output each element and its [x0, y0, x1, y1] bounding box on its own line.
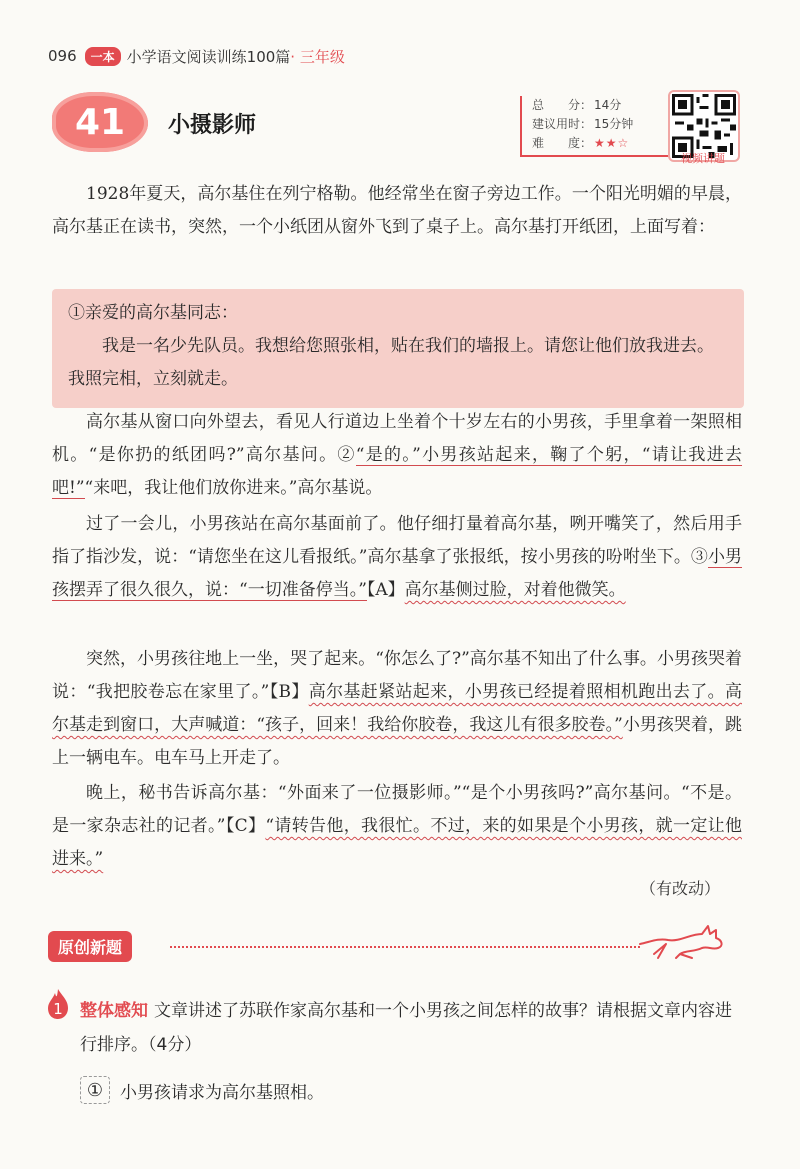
underlined-sentence-2: “是的。”小男孩站起来，鞠了个躬，“请让我进去吧!”	[52, 445, 743, 498]
lesson-number: 41	[74, 101, 126, 143]
article-paragraph-5: 晚上，秘书告诉高尔基：“外面来了一位摄影师。”“是个小男孩吗?”高尔基问。“不是。是一家杂志社的记者。”【C】“请转告他，我很忙。不过，来的如果是个小男孩，就一定让他进来。”	[52, 783, 742, 869]
cat-icon	[636, 920, 728, 960]
option-text: 小男孩请求为高尔基照相。	[120, 1082, 324, 1103]
letter-greeting: ①亲爱的高尔基同志：	[68, 303, 238, 323]
wavy-sentence-b: 高尔基赶紧站起来，小男孩已经提着照相机跑出去了。高尔基走到窗口，大声喊道：“孩子，回来！我给你胶卷，我这儿有很多胶卷。”	[52, 682, 742, 735]
marker-c: 【C】	[225, 816, 266, 836]
meta-time: 建议用时： 15分钟	[532, 117, 634, 131]
meta-difficulty: 难 度： ★★☆	[532, 134, 670, 153]
question-category: 整体感知	[80, 1001, 148, 1021]
underlined-sentence-3: 小男孩摆弄了很久很久，说：“一切准备停当。”	[52, 547, 742, 600]
lesson-title: 小摄影师	[168, 113, 257, 138]
lesson-meta	[520, 96, 670, 157]
source-note: （有改动）	[640, 879, 721, 898]
qr-label: 视频讲题	[681, 152, 725, 165]
page-header	[48, 44, 345, 68]
brand-badge: 一本	[85, 47, 121, 66]
wavy-sentence-c: “请转告他，我很忙。不过，来的如果是个小男孩，就一定让他进来。”	[52, 816, 742, 869]
section-divider	[170, 946, 640, 948]
difficulty-stars: ★★☆	[594, 136, 630, 150]
meta-total: 总 分： 14分	[532, 98, 622, 112]
section-title: 原创新题	[48, 931, 132, 962]
grade-label: · 三年级	[290, 47, 345, 66]
page-number: 096	[48, 47, 77, 65]
option-number-box[interactable]: ①	[80, 1076, 110, 1104]
article-paragraph-2: 高尔基从窗口向外望去，看见人行道边上坐着个十岁左右的小男孩，手里拿着一架照相机。“是你扔的纸团吗?”高尔基问。②“是的。”小男孩站起来，鞠了个躬，“请让我进去吧!”“来吧，我让他们放你进来。”高尔基说。	[52, 412, 743, 498]
article-paragraph-1: 1928年夏天，高尔基住在列宁格勒。他经常坐在窗子旁边工作。一个阳光明媚的早晨，高尔基正在读书，突然，一个小纸团从窗外飞到了桌子上。高尔基打开纸团，上面写着：	[52, 184, 742, 237]
book-title: 小学语文阅读训练100篇	[126, 47, 291, 66]
marker-b: 【B】	[269, 682, 309, 702]
letter-box	[52, 289, 744, 408]
wavy-sentence-a: 高尔基侧过脸，对着他微笑。	[404, 580, 626, 600]
article-paragraph-3: 过了一会儿，小男孩站在高尔基面前了。他仔细打量着高尔基，咧开嘴笑了，然后用手指了指沙发，说：“请您坐在这儿看报纸。”高尔基拿了张报纸，按小男孩的吩咐坐下。③小男孩摆弄了很久很久，说：“一切准备停当。”【A】高尔基侧过脸，对着他微笑。	[52, 514, 742, 600]
question-text-block	[80, 994, 740, 1062]
article-paragraph-4: 突然，小男孩往地上一坐，哭了起来。“你怎么了?”高尔基不知出了什么事。小男孩哭着说：“我把胶卷忘在家里了。”【B】高尔基赶紧站起来，小男孩已经提着照相机跑出去了。高尔基走到窗口，大声喊道：“孩子，回来！我给你胶卷，我这儿有很多胶卷。”小男孩哭着，跳上一辆电车。电车马上开走了。	[52, 649, 743, 768]
question-text: 文章讲述了苏联作家高尔基和一个小男孩之间怎样的故事？请根据文章内容进行排序。（4分）	[80, 1001, 732, 1055]
marker-a: 【A】	[366, 580, 405, 600]
question-number: 1	[53, 1000, 63, 1018]
letter-body: 我是一名少先队员。我想给您照张相，贴在我们的墙报上。请您让他们放我进去。我照完相，立刻就走。	[68, 336, 714, 389]
option-row	[80, 1076, 324, 1104]
question-number-flame-icon	[46, 988, 70, 1020]
lesson-number-badge	[52, 92, 148, 152]
